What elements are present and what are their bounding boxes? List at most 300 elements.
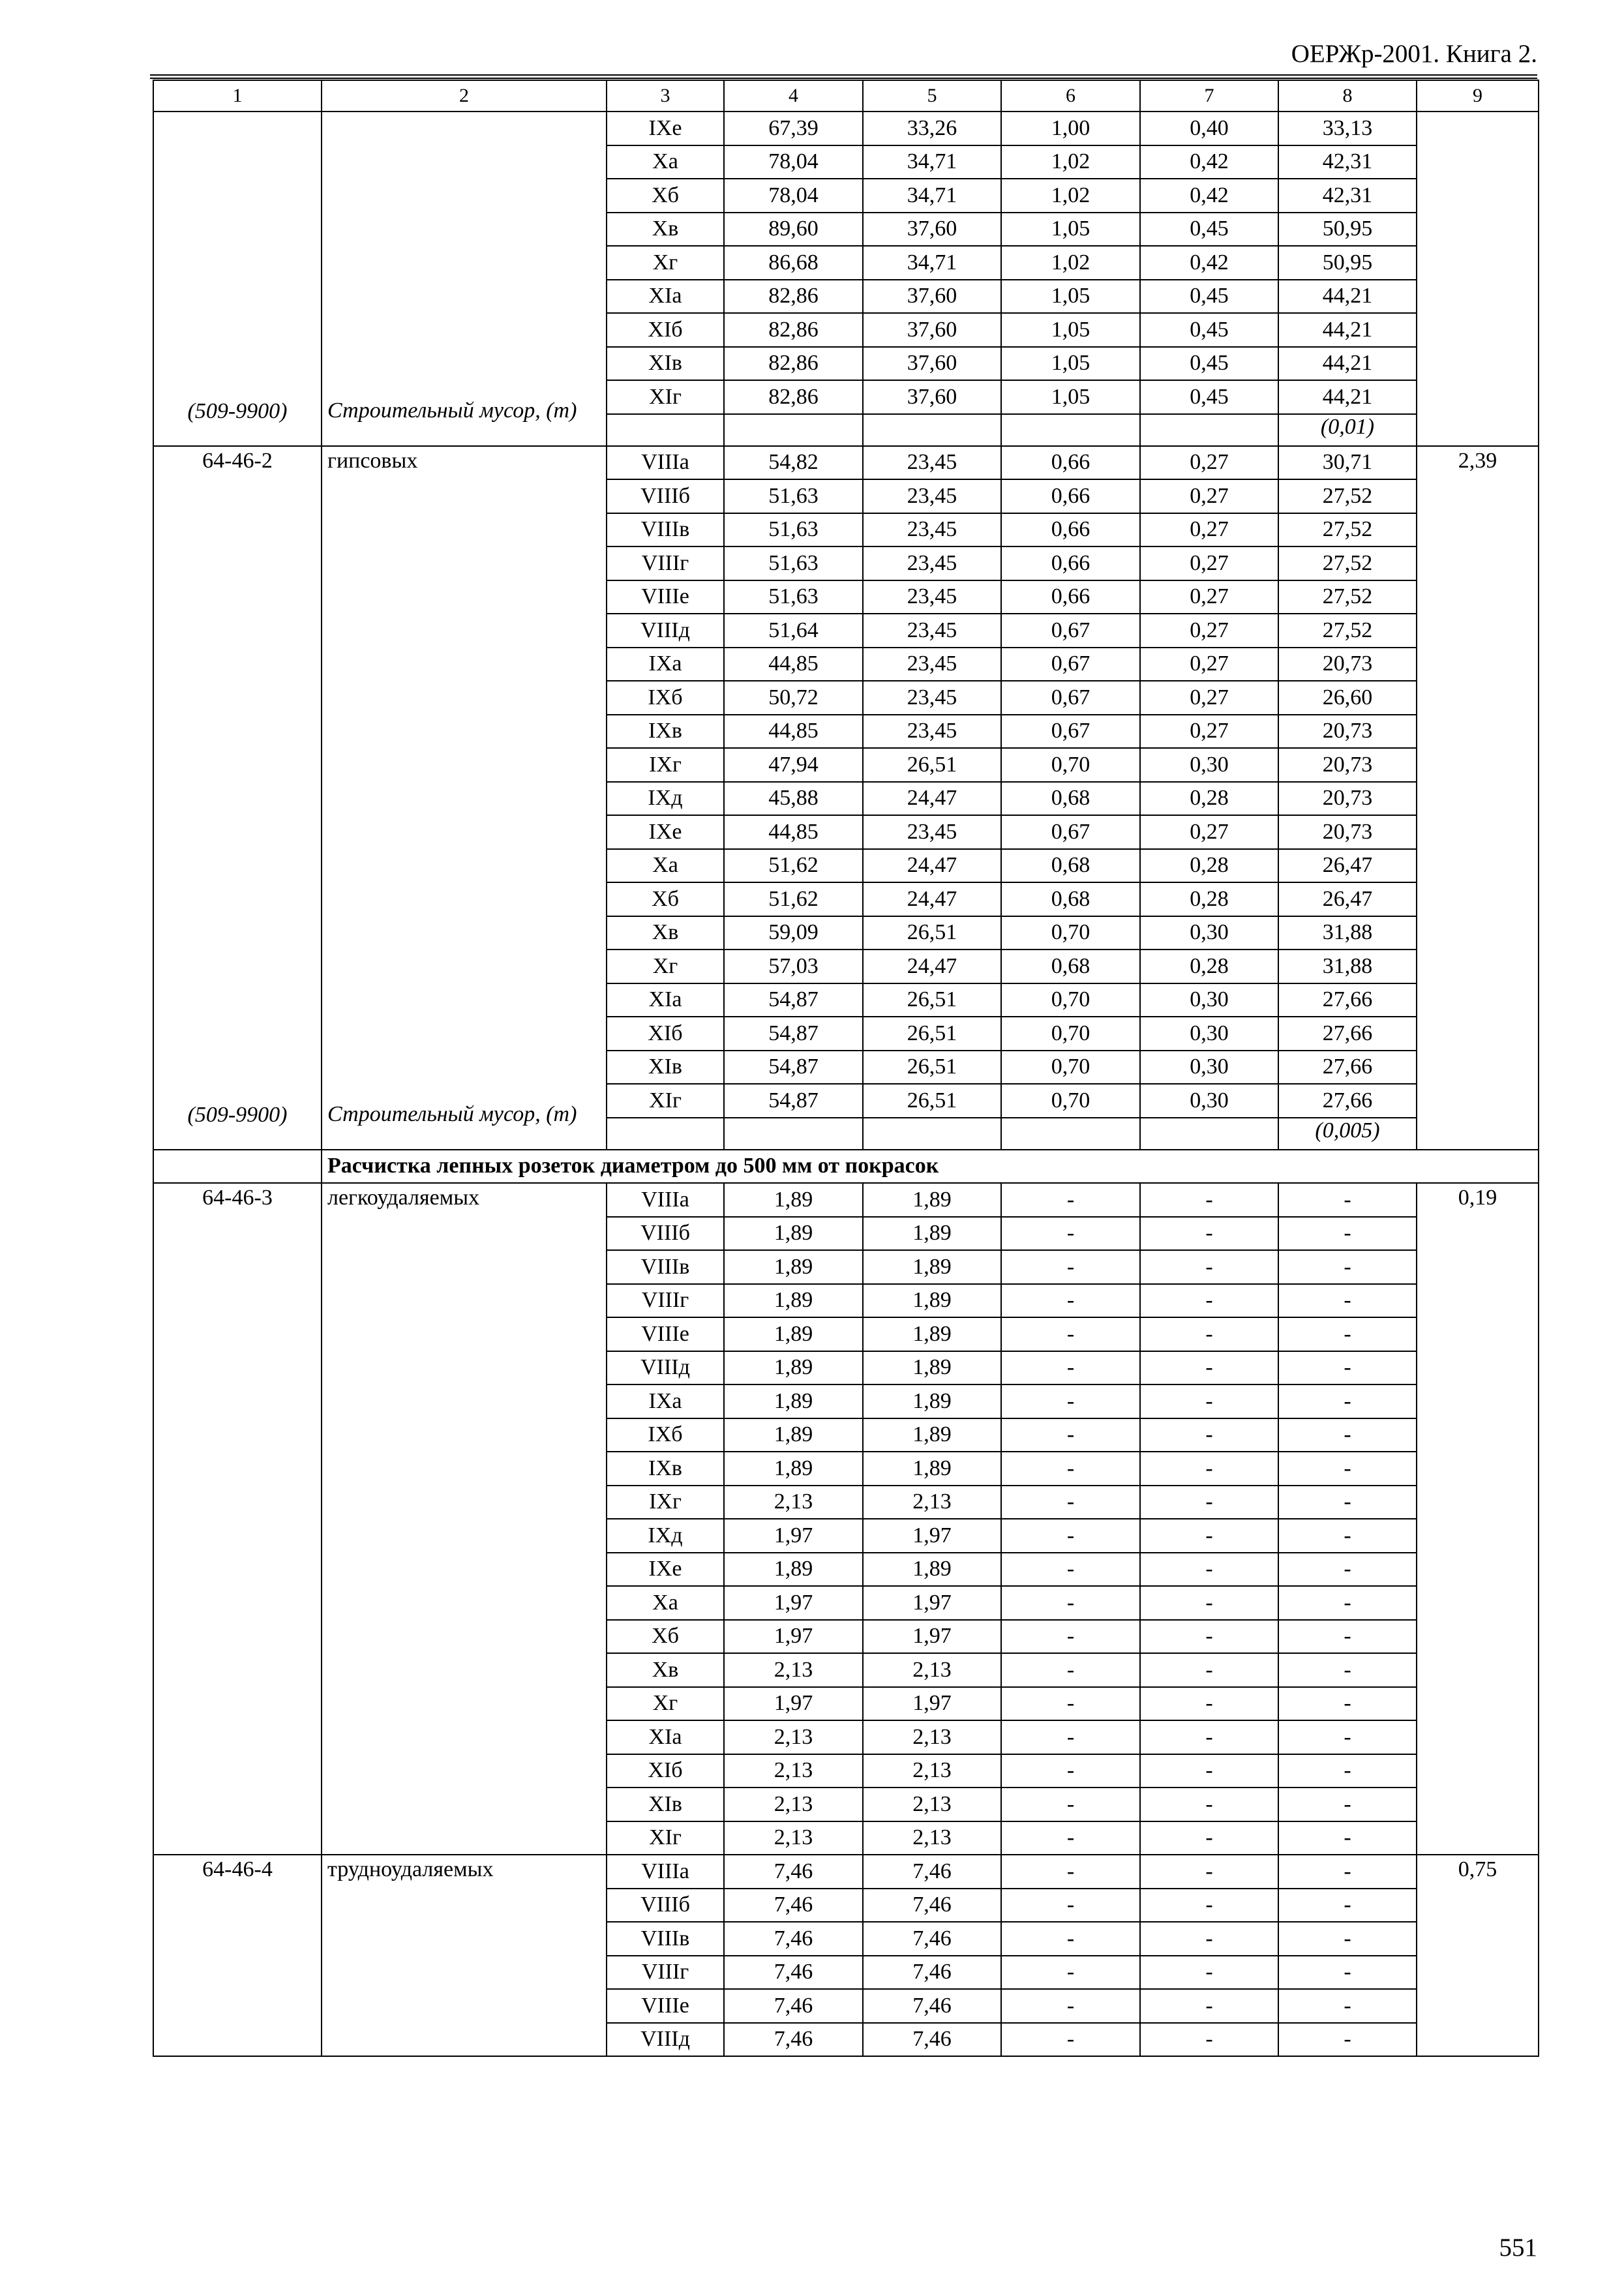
zone-cell: Xг xyxy=(607,1687,724,1721)
item-code-cell xyxy=(153,112,322,446)
value-cell: 24,47 xyxy=(863,950,1001,983)
item-name: легкоудаляемых xyxy=(327,1186,480,1210)
column-number-cell: 1 xyxy=(153,80,322,112)
value-cell: 44,21 xyxy=(1278,280,1417,314)
value-cell: 1,05 xyxy=(1001,280,1140,314)
zone-cell: VIIIа xyxy=(607,446,724,480)
value-cell: - xyxy=(1140,1956,1278,1990)
value-cell: 0,30 xyxy=(1140,1017,1278,1051)
value-cell: 1,02 xyxy=(1001,246,1140,280)
value-cell: 0,45 xyxy=(1140,313,1278,347)
value-cell: - xyxy=(1140,1855,1278,1889)
value-cell: 0,66 xyxy=(1001,513,1140,547)
value-cell: 26,51 xyxy=(863,1084,1001,1118)
waste-qty: (0,005) xyxy=(1278,1118,1417,1150)
zone-cell: IXа xyxy=(607,1384,724,1418)
value-cell: 23,45 xyxy=(863,614,1001,648)
value-cell: 82,86 xyxy=(724,313,863,347)
value-cell: - xyxy=(1001,1754,1140,1788)
item-code-cell xyxy=(153,446,322,1150)
value-cell: 1,89 xyxy=(863,1452,1001,1486)
zone-cell: XIа xyxy=(607,983,724,1017)
value-cell: - xyxy=(1001,1586,1140,1620)
value-cell: 44,21 xyxy=(1278,313,1417,347)
item-code: 64-46-3 xyxy=(202,1186,273,1210)
value-cell: 42,31 xyxy=(1278,179,1417,213)
header-rule xyxy=(150,74,1537,76)
value-cell: 26,51 xyxy=(863,1051,1001,1085)
zone-cell: XIб xyxy=(607,1017,724,1051)
value-cell: - xyxy=(1140,1821,1278,1855)
value-cell: - xyxy=(1140,1586,1278,1620)
value-cell: 51,62 xyxy=(724,882,863,916)
value-cell: - xyxy=(1001,1519,1140,1553)
zone-cell: IXе xyxy=(607,815,724,849)
value-cell: - xyxy=(1278,1754,1417,1788)
item-name xyxy=(322,112,606,114)
value-cell: - xyxy=(1278,1519,1417,1553)
value-cell: 54,82 xyxy=(724,446,863,480)
value-cell: 2,13 xyxy=(724,1720,863,1754)
value-cell: - xyxy=(1278,1620,1417,1654)
value-cell: 23,45 xyxy=(863,513,1001,547)
column-number-cell: 2 xyxy=(322,80,607,112)
value-cell: 0,30 xyxy=(1140,983,1278,1017)
value-cell: 51,63 xyxy=(724,546,863,580)
value-cell: 1,89 xyxy=(863,1351,1001,1385)
value-cell: 0,70 xyxy=(1001,748,1140,782)
value-cell: 0,66 xyxy=(1001,546,1140,580)
value-cell: - xyxy=(1140,1754,1278,1788)
value-cell: 33,13 xyxy=(1278,112,1417,145)
value-cell: 1,97 xyxy=(863,1687,1001,1721)
item-code xyxy=(154,112,321,114)
zone-cell: VIIIе xyxy=(607,580,724,614)
waste-empty-cell xyxy=(1140,1118,1278,1150)
value-cell: 0,45 xyxy=(1140,347,1278,381)
column-number-cell: 4 xyxy=(724,80,863,112)
value-cell: 47,94 xyxy=(724,748,863,782)
zone-cell: IXв xyxy=(607,715,724,749)
value-cell: 89,60 xyxy=(724,213,863,247)
value-cell: - xyxy=(1140,1889,1278,1922)
value-cell: - xyxy=(1278,1418,1417,1452)
value-cell: 0,40 xyxy=(1140,112,1278,145)
item-code-cell xyxy=(153,1855,322,2056)
value-cell: 0,27 xyxy=(1140,614,1278,648)
value-cell: - xyxy=(1140,2023,1278,2057)
waste-code: (509-9900) xyxy=(187,399,288,423)
value-cell: - xyxy=(1001,1720,1140,1754)
value-cell: 51,63 xyxy=(724,479,863,513)
value-cell: 0,28 xyxy=(1140,849,1278,883)
value-cell: - xyxy=(1278,1788,1417,1821)
waste-empty-cell xyxy=(1001,414,1140,446)
value-cell: 37,60 xyxy=(863,347,1001,381)
value-cell: 1,89 xyxy=(724,1250,863,1284)
value-cell: 78,04 xyxy=(724,145,863,179)
value-cell: 37,60 xyxy=(863,280,1001,314)
norms-table xyxy=(153,80,1539,2057)
value-cell: 34,71 xyxy=(863,145,1001,179)
value-cell: 27,66 xyxy=(1278,1084,1417,1118)
zone-cell: IXд xyxy=(607,782,724,816)
waste-empty-cell xyxy=(1140,414,1278,446)
zone-cell: IXг xyxy=(607,748,724,782)
value-cell: 20,73 xyxy=(1278,648,1417,681)
value-cell: - xyxy=(1278,1653,1417,1687)
value-cell: 50,95 xyxy=(1278,246,1417,280)
value-cell: 0,66 xyxy=(1001,479,1140,513)
value-cell: 0,27 xyxy=(1140,648,1278,681)
value-cell: 42,31 xyxy=(1278,145,1417,179)
section-row xyxy=(153,1150,1539,1184)
value-cell: - xyxy=(1278,1989,1417,2023)
value-cell: - xyxy=(1140,1217,1278,1251)
page-number: 551 xyxy=(1499,2234,1537,2262)
table-row xyxy=(153,1183,1539,1217)
value-cell: 1,97 xyxy=(863,1620,1001,1654)
value-cell: 0,42 xyxy=(1140,145,1278,179)
zone-cell: XIг xyxy=(607,1084,724,1118)
value-cell: - xyxy=(1140,1250,1278,1284)
value-cell: 0,70 xyxy=(1001,1017,1140,1051)
value-cell: 2,13 xyxy=(863,1754,1001,1788)
value-cell: 23,45 xyxy=(863,648,1001,681)
value-cell: 2,13 xyxy=(863,1486,1001,1519)
value-cell: - xyxy=(1278,1317,1417,1351)
value-cell: - xyxy=(1278,1821,1417,1855)
table-body xyxy=(153,80,1539,2056)
value-cell: 27,52 xyxy=(1278,546,1417,580)
column-number-row xyxy=(153,80,1539,112)
value-cell: 57,03 xyxy=(724,950,863,983)
value-cell: 2,13 xyxy=(724,1788,863,1821)
value-cell: 0,27 xyxy=(1140,513,1278,547)
value-cell: 31,88 xyxy=(1278,916,1417,950)
zone-cell: Xб xyxy=(607,1620,724,1654)
value-cell: 1,97 xyxy=(724,1586,863,1620)
value-cell: 1,97 xyxy=(863,1519,1001,1553)
value-cell: - xyxy=(1140,1384,1278,1418)
value-cell: 1,89 xyxy=(863,1217,1001,1251)
value-cell: 1,89 xyxy=(724,1183,863,1217)
value-cell: - xyxy=(1140,1351,1278,1385)
value-cell: 0,27 xyxy=(1140,681,1278,715)
value-cell: - xyxy=(1140,1284,1278,1318)
zone-cell: VIIIе xyxy=(607,1317,724,1351)
item-code: 64-46-4 xyxy=(202,1857,273,1881)
zone-cell: VIIIг xyxy=(607,1956,724,1990)
value-cell: - xyxy=(1278,1284,1417,1318)
value-cell: 37,60 xyxy=(863,313,1001,347)
zone-cell: VIIIв xyxy=(607,513,724,547)
zone-cell: VIIIе xyxy=(607,1989,724,2023)
value-cell: 1,89 xyxy=(724,1418,863,1452)
value-cell: 54,87 xyxy=(724,983,863,1017)
value-cell: - xyxy=(1001,1317,1140,1351)
value-cell: - xyxy=(1001,1284,1140,1318)
value-cell: 0,67 xyxy=(1001,715,1140,749)
value-cell: 27,52 xyxy=(1278,614,1417,648)
value-cell: - xyxy=(1278,1553,1417,1587)
value-cell: - xyxy=(1278,1855,1417,1889)
zone-cell: XIб xyxy=(607,1754,724,1788)
running-head: ОЕРЖр-2001. Книга 2. xyxy=(1291,40,1537,68)
value-cell: - xyxy=(1278,1922,1417,1956)
zone-cell: Xв xyxy=(607,916,724,950)
value-cell: 37,60 xyxy=(863,213,1001,247)
value-cell: - xyxy=(1278,1250,1417,1284)
value-cell: 0,27 xyxy=(1140,546,1278,580)
col9-cell xyxy=(1417,1183,1539,1855)
value-cell: 0,66 xyxy=(1001,446,1140,480)
value-cell: 0,28 xyxy=(1140,782,1278,816)
item-name: гипсовых xyxy=(327,448,418,473)
zone-cell: VIIIг xyxy=(607,546,724,580)
zone-cell: VIIIг xyxy=(607,1284,724,1318)
value-cell: - xyxy=(1278,1586,1417,1620)
value-cell: 0,70 xyxy=(1001,916,1140,950)
value-cell: 82,86 xyxy=(724,347,863,381)
value-cell: 45,88 xyxy=(724,782,863,816)
value-cell: - xyxy=(1140,1418,1278,1452)
value-cell: 0,45 xyxy=(1140,380,1278,414)
col9-value: 0,19 xyxy=(1458,1186,1497,1210)
value-cell: 1,89 xyxy=(724,1553,863,1587)
value-cell: 30,71 xyxy=(1278,446,1417,480)
value-cell: 54,87 xyxy=(724,1084,863,1118)
value-cell: - xyxy=(1278,1183,1417,1217)
zone-cell: VIIIб xyxy=(607,1889,724,1922)
zone-cell: VIIIд xyxy=(607,614,724,648)
value-cell: 1,89 xyxy=(724,1452,863,1486)
value-cell: 0,67 xyxy=(1001,681,1140,715)
item-code: 64-46-2 xyxy=(202,448,273,473)
value-cell: 0,68 xyxy=(1001,882,1140,916)
value-cell: 1,89 xyxy=(863,1183,1001,1217)
value-cell: 1,05 xyxy=(1001,347,1140,381)
value-cell: 7,46 xyxy=(724,1989,863,2023)
value-cell: 0,68 xyxy=(1001,782,1140,816)
waste-empty-cell xyxy=(863,414,1001,446)
column-number-cell: 8 xyxy=(1278,80,1417,112)
value-cell: 7,46 xyxy=(863,1989,1001,2023)
value-cell: 1,89 xyxy=(863,1250,1001,1284)
value-cell: 44,85 xyxy=(724,715,863,749)
zone-cell: IXб xyxy=(607,1418,724,1452)
value-cell: 7,46 xyxy=(724,1956,863,1990)
value-cell: - xyxy=(1001,1821,1140,1855)
value-cell: 1,89 xyxy=(863,1317,1001,1351)
value-cell: 0,45 xyxy=(1140,280,1278,314)
zone-cell: XIа xyxy=(607,280,724,314)
item-code-cell xyxy=(153,1183,322,1855)
value-cell: 0,70 xyxy=(1001,983,1140,1017)
waste-empty-cell xyxy=(863,1118,1001,1150)
value-cell: - xyxy=(1140,1486,1278,1519)
value-cell: - xyxy=(1001,1217,1140,1251)
value-cell: 23,45 xyxy=(863,580,1001,614)
value-cell: 1,89 xyxy=(724,1384,863,1418)
zone-cell: VIIIв xyxy=(607,1922,724,1956)
zone-cell: VIIIб xyxy=(607,1217,724,1251)
value-cell: 44,85 xyxy=(724,815,863,849)
value-cell: 82,86 xyxy=(724,380,863,414)
col9-value xyxy=(1417,112,1538,114)
value-cell: - xyxy=(1001,1922,1140,1956)
value-cell: 0,45 xyxy=(1140,213,1278,247)
zone-cell: IXг xyxy=(607,1486,724,1519)
value-cell: 27,66 xyxy=(1278,1051,1417,1085)
waste-empty-cell xyxy=(607,414,724,446)
zone-cell: VIIIв xyxy=(607,1250,724,1284)
zone-cell: Xг xyxy=(607,246,724,280)
value-cell: 51,64 xyxy=(724,614,863,648)
value-cell: 1,89 xyxy=(724,1351,863,1385)
header-rule xyxy=(150,78,1537,79)
zone-cell: XIв xyxy=(607,347,724,381)
value-cell: 7,46 xyxy=(863,1956,1001,1990)
value-cell: 0,30 xyxy=(1140,916,1278,950)
value-cell: - xyxy=(1278,1720,1417,1754)
value-cell: - xyxy=(1278,1687,1417,1721)
zone-cell: IXе xyxy=(607,1553,724,1587)
value-cell: 2,13 xyxy=(724,1486,863,1519)
zone-cell: IXа xyxy=(607,648,724,681)
zone-cell: VIIIа xyxy=(607,1855,724,1889)
value-cell: 26,51 xyxy=(863,1017,1001,1051)
value-cell: 24,47 xyxy=(863,849,1001,883)
table-row xyxy=(153,446,1539,480)
value-cell: 1,02 xyxy=(1001,179,1140,213)
value-cell: 1,89 xyxy=(724,1284,863,1318)
zone-cell: XIг xyxy=(607,1821,724,1855)
value-cell: 26,51 xyxy=(863,983,1001,1017)
waste-empty-cell xyxy=(724,414,863,446)
value-cell: - xyxy=(1001,1620,1140,1654)
value-cell: - xyxy=(1278,1486,1417,1519)
value-cell: 7,46 xyxy=(863,1889,1001,1922)
value-cell: 2,13 xyxy=(863,1821,1001,1855)
zone-cell: VIIIб xyxy=(607,479,724,513)
zone-cell: Xг xyxy=(607,950,724,983)
value-cell: - xyxy=(1001,1553,1140,1587)
value-cell: 27,52 xyxy=(1278,479,1417,513)
section-empty-cell xyxy=(153,1150,322,1184)
value-cell: - xyxy=(1140,1519,1278,1553)
column-number-cell: 7 xyxy=(1140,80,1278,112)
value-cell: 7,46 xyxy=(724,1855,863,1889)
value-cell: 1,02 xyxy=(1001,145,1140,179)
value-cell: 20,73 xyxy=(1278,782,1417,816)
col9-cell xyxy=(1417,1855,1539,2056)
value-cell: 1,97 xyxy=(863,1586,1001,1620)
value-cell: - xyxy=(1140,1317,1278,1351)
waste-empty-cell xyxy=(1001,1118,1140,1150)
value-cell: 1,89 xyxy=(863,1553,1001,1587)
value-cell: - xyxy=(1001,2023,1140,2057)
value-cell: 0,70 xyxy=(1001,1051,1140,1085)
column-number-cell: 5 xyxy=(863,80,1001,112)
value-cell: - xyxy=(1140,1452,1278,1486)
value-cell: - xyxy=(1140,1687,1278,1721)
value-cell: 59,09 xyxy=(724,916,863,950)
value-cell: 7,46 xyxy=(863,2023,1001,2057)
value-cell: 24,47 xyxy=(863,882,1001,916)
value-cell: 0,28 xyxy=(1140,882,1278,916)
item-name-cell xyxy=(322,1855,607,2056)
value-cell: 0,30 xyxy=(1140,1051,1278,1085)
value-cell: 24,47 xyxy=(863,782,1001,816)
value-cell: 7,46 xyxy=(863,1855,1001,1889)
value-cell: 37,60 xyxy=(863,380,1001,414)
zone-cell: VIIIд xyxy=(607,1351,724,1385)
zone-cell: VIIIд xyxy=(607,2023,724,2057)
value-cell: 54,87 xyxy=(724,1017,863,1051)
value-cell: 1,00 xyxy=(1001,112,1140,145)
value-cell: 1,89 xyxy=(724,1217,863,1251)
value-cell: 1,05 xyxy=(1001,213,1140,247)
value-cell: 7,46 xyxy=(863,1922,1001,1956)
value-cell: 0,42 xyxy=(1140,179,1278,213)
value-cell: - xyxy=(1278,1351,1417,1385)
col9-cell xyxy=(1417,446,1539,1150)
col9-cell xyxy=(1417,112,1539,446)
value-cell: - xyxy=(1001,1351,1140,1385)
value-cell: - xyxy=(1001,1855,1140,1889)
value-cell: 0,66 xyxy=(1001,580,1140,614)
section-title: Расчистка лепных розеток диаметром до 500 мм от покрасок xyxy=(322,1150,1539,1184)
value-cell: 1,89 xyxy=(863,1418,1001,1452)
value-cell: 50,72 xyxy=(724,681,863,715)
waste-qty: (0,01) xyxy=(1278,414,1417,446)
value-cell: - xyxy=(1001,1889,1140,1922)
value-cell: 51,63 xyxy=(724,513,863,547)
value-cell: 33,26 xyxy=(863,112,1001,145)
value-cell: 0,68 xyxy=(1001,950,1140,983)
value-cell: - xyxy=(1001,1452,1140,1486)
value-cell: 1,97 xyxy=(724,1519,863,1553)
value-cell: - xyxy=(1001,1486,1140,1519)
zone-cell: Xб xyxy=(607,882,724,916)
value-cell: 2,13 xyxy=(863,1720,1001,1754)
value-cell: 1,89 xyxy=(863,1284,1001,1318)
value-cell: 1,89 xyxy=(863,1384,1001,1418)
value-cell: 23,45 xyxy=(863,546,1001,580)
value-cell: 0,67 xyxy=(1001,614,1140,648)
col9-value: 2,39 xyxy=(1458,448,1497,473)
value-cell: 20,73 xyxy=(1278,815,1417,849)
value-cell: 1,05 xyxy=(1001,380,1140,414)
value-cell: 26,51 xyxy=(863,916,1001,950)
waste-name: Строительный мусор, (т) xyxy=(327,398,577,423)
value-cell: 0,27 xyxy=(1140,446,1278,480)
value-cell: 0,27 xyxy=(1140,715,1278,749)
value-cell: 1,97 xyxy=(724,1687,863,1721)
col9-value: 0,75 xyxy=(1458,1857,1497,1881)
value-cell: 0,27 xyxy=(1140,479,1278,513)
zone-cell: Xв xyxy=(607,213,724,247)
zone-cell: IXд xyxy=(607,1519,724,1553)
value-cell: 44,21 xyxy=(1278,380,1417,414)
value-cell: 44,21 xyxy=(1278,347,1417,381)
value-cell: 50,95 xyxy=(1278,213,1417,247)
value-cell: 0,30 xyxy=(1140,1084,1278,1118)
table-row xyxy=(153,1855,1539,1889)
value-cell: 51,62 xyxy=(724,849,863,883)
value-cell: - xyxy=(1001,1418,1140,1452)
